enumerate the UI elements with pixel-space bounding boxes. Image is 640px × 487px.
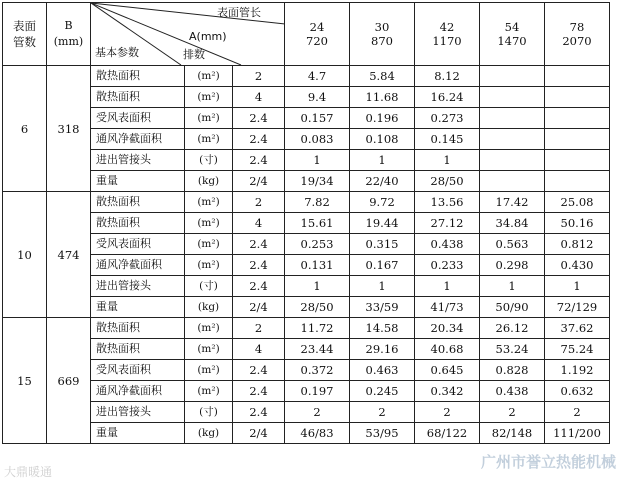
value-cell: 14.58 (350, 318, 415, 339)
value-cell: 40.68 (415, 339, 480, 360)
param-name: 通风净截面积 (91, 381, 185, 402)
value-cell: 29.16 (350, 339, 415, 360)
value-cell: 1 (285, 276, 350, 297)
param-rows: 2.4 (233, 255, 285, 276)
header-col-3: 42 1170 (415, 3, 480, 66)
param-unit: (寸) (185, 276, 233, 297)
value-cell: 23.44 (285, 339, 350, 360)
value-cell: 111/200 (545, 423, 610, 444)
param-unit: (m²) (185, 66, 233, 87)
param-rows: 4 (233, 213, 285, 234)
group-tube-count: 10 (3, 192, 47, 318)
value-cell: 0.157 (285, 108, 350, 129)
value-cell: 0.298 (480, 255, 545, 276)
value-cell: 16.24 (415, 87, 480, 108)
param-unit: (m²) (185, 360, 233, 381)
param-unit: (kg) (185, 297, 233, 318)
value-cell: 0.438 (480, 381, 545, 402)
table-row (3, 129, 610, 150)
param-unit: (kg) (185, 171, 233, 192)
value-cell: 72/129 (545, 297, 610, 318)
param-name: 散热面积 (91, 339, 185, 360)
value-cell: 11.68 (350, 87, 415, 108)
value-cell: 15.61 (285, 213, 350, 234)
param-rows: 2 (233, 66, 285, 87)
param-unit: (m²) (185, 234, 233, 255)
param-rows: 2 (233, 192, 285, 213)
param-name: 受风表面积 (91, 108, 185, 129)
value-cell: 1 (350, 276, 415, 297)
value-cell: 7.82 (285, 192, 350, 213)
param-name: 散热面积 (91, 87, 185, 108)
value-cell: 2 (545, 402, 610, 423)
diag-basic-params: 基本参数 (95, 46, 139, 59)
param-rows: 4 (233, 87, 285, 108)
value-cell: 28/50 (285, 297, 350, 318)
param-rows: 2/4 (233, 423, 285, 444)
value-cell (545, 129, 610, 150)
param-name: 重量 (91, 423, 185, 444)
value-cell: 20.34 (415, 318, 480, 339)
value-cell: 0.812 (545, 234, 610, 255)
value-cell: 9.4 (285, 87, 350, 108)
value-cell: 0.430 (545, 255, 610, 276)
value-cell: 0.342 (415, 381, 480, 402)
param-name: 进出管接头 (91, 150, 185, 171)
table-row (3, 108, 610, 129)
param-rows: 2 (233, 318, 285, 339)
value-cell (480, 150, 545, 171)
value-cell: 1 (285, 150, 350, 171)
value-cell: 0.083 (285, 129, 350, 150)
param-unit: (m²) (185, 213, 233, 234)
value-cell: 0.632 (545, 381, 610, 402)
param-rows: 2.4 (233, 381, 285, 402)
value-cell: 17.42 (480, 192, 545, 213)
param-rows: 2.4 (233, 402, 285, 423)
param-unit: (m²) (185, 339, 233, 360)
param-unit: (m²) (185, 108, 233, 129)
value-cell (545, 87, 610, 108)
value-cell: 0.645 (415, 360, 480, 381)
value-cell: 50/90 (480, 297, 545, 318)
param-name: 通风净截面积 (91, 255, 185, 276)
value-cell: 27.12 (415, 213, 480, 234)
param-unit: (m²) (185, 255, 233, 276)
value-cell: 0.245 (350, 381, 415, 402)
param-unit: (kg) (185, 423, 233, 444)
param-unit: (m²) (185, 87, 233, 108)
value-cell: 0.196 (350, 108, 415, 129)
value-cell: 82/148 (480, 423, 545, 444)
table-row (3, 402, 610, 423)
table-row (3, 318, 610, 339)
param-name: 散热面积 (91, 192, 185, 213)
value-cell: 0.233 (415, 255, 480, 276)
param-unit: (m²) (185, 318, 233, 339)
value-cell: 26.12 (480, 318, 545, 339)
watermark-left: 大鼎暖通 (4, 465, 53, 479)
param-unit: (寸) (185, 402, 233, 423)
value-cell: 19/34 (285, 171, 350, 192)
param-name: 进出管接头 (91, 276, 185, 297)
header-row (3, 3, 610, 66)
param-unit: (m²) (185, 129, 233, 150)
value-cell: 75.24 (545, 339, 610, 360)
param-rows: 2.4 (233, 360, 285, 381)
value-cell: 9.72 (350, 192, 415, 213)
value-cell: 68/122 (415, 423, 480, 444)
param-name: 通风净截面积 (91, 129, 185, 150)
table-row (3, 171, 610, 192)
param-rows: 2/4 (233, 171, 285, 192)
value-cell: 0.563 (480, 234, 545, 255)
value-cell: 8.12 (415, 66, 480, 87)
param-unit: (寸) (185, 150, 233, 171)
value-cell: 53/95 (350, 423, 415, 444)
value-cell: 0.108 (350, 129, 415, 150)
value-cell: 37.62 (545, 318, 610, 339)
value-cell (480, 87, 545, 108)
group-b-value: 474 (47, 192, 91, 318)
header-col-5: 78 2070 (545, 3, 610, 66)
value-cell: 2 (415, 402, 480, 423)
value-cell: 1.192 (545, 360, 610, 381)
group-b-value: 669 (47, 318, 91, 444)
value-cell: 0.315 (350, 234, 415, 255)
value-cell: 19.44 (350, 213, 415, 234)
value-cell (545, 171, 610, 192)
param-name: 散热面积 (91, 318, 185, 339)
param-rows: 2.4 (233, 276, 285, 297)
value-cell: 2 (480, 402, 545, 423)
header-col-2: 30 870 (350, 3, 415, 66)
value-cell: 0.372 (285, 360, 350, 381)
watermark-right: 广州市誉立热能机械 (481, 453, 617, 471)
value-cell: 0.145 (415, 129, 480, 150)
table-row (3, 192, 610, 213)
value-cell: 50.16 (545, 213, 610, 234)
param-unit: (m²) (185, 381, 233, 402)
value-cell (545, 108, 610, 129)
diag-rows: 排数 (183, 48, 205, 61)
value-cell (480, 66, 545, 87)
value-cell (480, 129, 545, 150)
table-row (3, 423, 610, 444)
table-row (3, 150, 610, 171)
param-rows: 2.4 (233, 234, 285, 255)
param-rows: 4 (233, 339, 285, 360)
value-cell: 1 (415, 276, 480, 297)
group-tube-count: 6 (3, 66, 47, 192)
value-cell: 0.438 (415, 234, 480, 255)
param-name: 受风表面积 (91, 360, 185, 381)
value-cell: 0.828 (480, 360, 545, 381)
value-cell: 1 (350, 150, 415, 171)
value-cell: 0.273 (415, 108, 480, 129)
spec-table-container (2, 2, 610, 444)
value-cell: 0.253 (285, 234, 350, 255)
value-cell: 1 (480, 276, 545, 297)
header-col-1: 24 720 (285, 3, 350, 66)
param-name: 受风表面积 (91, 234, 185, 255)
group-b-value: 318 (47, 66, 91, 192)
table-row (3, 87, 610, 108)
value-cell: 2 (285, 402, 350, 423)
param-name: 散热面积 (91, 66, 185, 87)
value-cell (480, 108, 545, 129)
value-cell: 0.131 (285, 255, 350, 276)
param-rows: 2/4 (233, 297, 285, 318)
value-cell: 1 (545, 276, 610, 297)
param-rows: 2.4 (233, 129, 285, 150)
header-col-4: 54 1470 (480, 3, 545, 66)
group-tube-count: 15 (3, 318, 47, 444)
header-diagonal-cell (91, 3, 285, 66)
value-cell (545, 66, 610, 87)
value-cell (480, 171, 545, 192)
table-row (3, 360, 610, 381)
value-cell: 2 (350, 402, 415, 423)
value-cell: 11.72 (285, 318, 350, 339)
table-row (3, 297, 610, 318)
value-cell: 22/40 (350, 171, 415, 192)
table-row (3, 66, 610, 87)
param-name: 重量 (91, 297, 185, 318)
table-row (3, 213, 610, 234)
value-cell: 46/83 (285, 423, 350, 444)
table-row (3, 339, 610, 360)
value-cell: 13.56 (415, 192, 480, 213)
param-rows: 2.4 (233, 150, 285, 171)
radiator-spec-table (2, 2, 610, 444)
value-cell: 41/73 (415, 297, 480, 318)
value-cell: 4.7 (285, 66, 350, 87)
param-name: 重量 (91, 171, 185, 192)
diag-surface-length: 表面管长 (217, 6, 261, 19)
value-cell: 25.08 (545, 192, 610, 213)
value-cell: 33/59 (350, 297, 415, 318)
table-row (3, 276, 610, 297)
value-cell: 28/50 (415, 171, 480, 192)
value-cell: 34.84 (480, 213, 545, 234)
value-cell: 0.197 (285, 381, 350, 402)
value-cell: 0.167 (350, 255, 415, 276)
header-tube-count: 表面 管数 (3, 3, 47, 66)
table-row (3, 234, 610, 255)
table-row (3, 255, 610, 276)
table-row (3, 381, 610, 402)
diag-a-mm: A(mm) (189, 30, 227, 43)
header-b-mm: B (mm) (47, 3, 91, 66)
param-rows: 2.4 (233, 108, 285, 129)
value-cell: 5.84 (350, 66, 415, 87)
param-unit: (m²) (185, 192, 233, 213)
value-cell: 53.24 (480, 339, 545, 360)
value-cell: 1 (415, 150, 480, 171)
value-cell (545, 150, 610, 171)
param-name: 散热面积 (91, 213, 185, 234)
value-cell: 0.463 (350, 360, 415, 381)
param-name: 进出管接头 (91, 402, 185, 423)
